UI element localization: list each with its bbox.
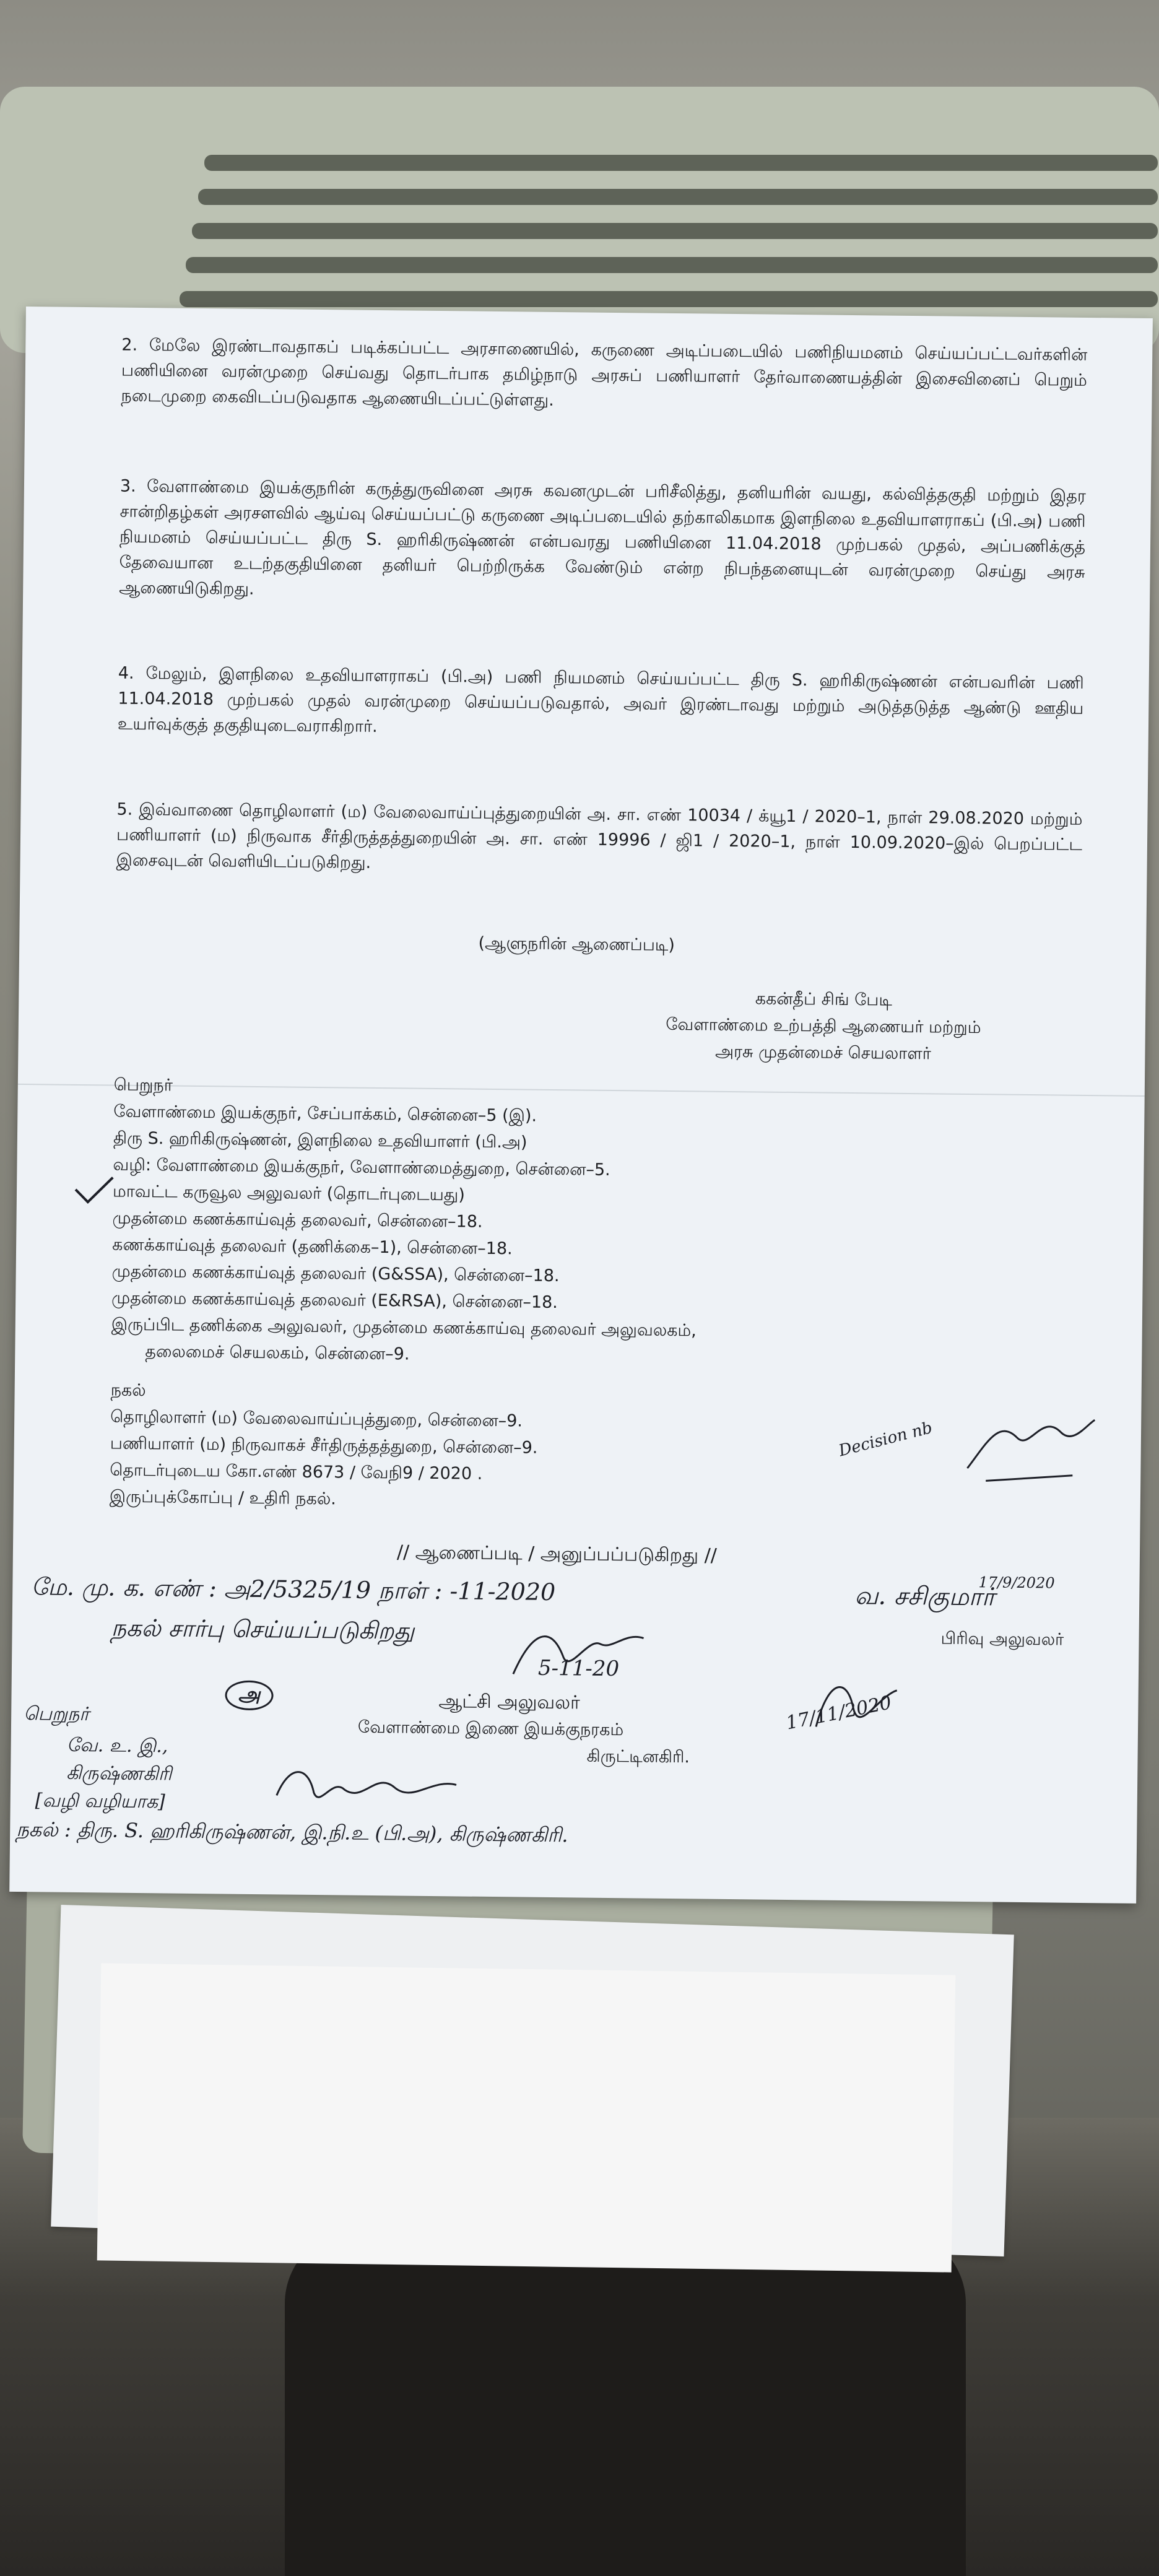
recipient-line: முதன்மை கணக்காய்வுத் தலைவர் (E&RSA), சென்னை–18. bbox=[111, 1288, 558, 1313]
office-name: வேளாண்மை இணை இயக்குநரகம் bbox=[357, 1717, 624, 1740]
signatory-title: அரசு முதன்மைச் செயலாளர் bbox=[714, 1042, 932, 1064]
recipient-line: வழி: வேளாண்மை இயக்குநர், வேளாண்மைத்துறை, சென்னை–5. bbox=[113, 1155, 610, 1180]
signatory-name: ககன்தீப் சிங் பேடி bbox=[755, 989, 893, 1010]
forwarded-line: // ஆணைப்படி / அனுப்பப்படுகிறது // bbox=[396, 1541, 718, 1567]
handwritten-date: 5-11-20 bbox=[537, 1655, 620, 1682]
underlying-paper bbox=[97, 1963, 956, 2272]
recipient-line: திரு S. ஹரிகிருஷ்ணன், இளநிலை உதவியாளர் (பி.அ) bbox=[113, 1128, 527, 1152]
signature-scribble bbox=[804, 1671, 903, 1746]
tray-vent bbox=[204, 155, 1158, 171]
tray-vent bbox=[198, 189, 1158, 205]
handwritten-date: 17/11/2020 bbox=[784, 1692, 893, 1734]
admin-officer-label: ஆட்சி அலுவலர் bbox=[438, 1690, 581, 1714]
signatory-title: வேளாண்மை உற்பத்தி ஆணையர் மற்றும் bbox=[666, 1014, 981, 1038]
office-place: கிருட்டினகிரி. bbox=[586, 1746, 690, 1767]
margin-note: Decision nb bbox=[836, 1418, 935, 1461]
recipient-line: முதன்மை கணக்காய்வுத் தலைவர் (G&SSA), சென்னை–18. bbox=[111, 1261, 560, 1286]
initials-scribble bbox=[271, 1758, 469, 1816]
tray-vent bbox=[192, 223, 1158, 239]
paragraph-3: 3. வேளாண்மை இயக்குநரின் கருத்துருவினை அரசு கவனமுடன் பரிசீலித்து, தனியரின் வயது, கல்வித்தகுதி மற்றும் இதர சான்றிதழ்கள் அரசளவில் ஆய்வு செய்யப்பட்டு கருணை அடிப்படையில் தற்காலிகமாக இளநிலை உதவியாளராகப் (பி.அ) பணி நியமனம் செய்யப்பட்ட திரு S. ஹரிகிருஷ்ணன் என்பவரது பணியினை 11.04.2018 முற்பகல் முதல், அப்பணிக்குத் தேவையான உடற்தகுதியினை தனியர் பெற்றிருக்க வேண்டும் என்ற நிபந்தனையுடன் வரன்முறை செய்து அரசு ஆணையிடுகிறது. bbox=[119, 476, 1087, 599]
signature-scribble bbox=[961, 1406, 1098, 1494]
copy-line: இருப்புக்கோப்பு / உதிரி நகல். bbox=[109, 1487, 336, 1509]
paragraph-4: 4. மேலும், இளநிலை உதவியாளராகப் (பி.அ) பணி நியமனம் செய்யப்பட்ட திரு S. ஹரிகிருஷ்ணன் என்பவரின் பணி 11.04.2018 முற்பகல் முதல் வரன்முறை செய்யப்படுவதால், அவர் இரண்டாவது மற்றும் அடுத்தடுத்த ஆண்டு ஊதிய உயர்வுக்குத் தகுதியுடைவராகிறார். bbox=[117, 663, 1084, 736]
paper-fold bbox=[18, 1084, 1145, 1097]
handwritten-receiver: வே. உ. இ., bbox=[66, 1734, 168, 1757]
signature-scribble bbox=[507, 1618, 650, 1694]
recipient-heading: பெறுநர் bbox=[113, 1075, 173, 1095]
handwritten-receiver: கிருஷ்ணகிரி bbox=[66, 1762, 172, 1785]
recipient-line: தலைமைச் செயலகம், சென்னை–9. bbox=[145, 1342, 410, 1364]
paragraph-2: 2. மேலே இரண்டாவதாகப் படிக்கப்பட்ட அரசாணையில், கருணை அடிப்படையில் பணிநியமனம் செய்யப்பட்டவர்களின் பணியினை வரன்முறை செய்வது தொடர்பாக தமிழ்நாடு அரசுப் பணியாளர் தேர்வாணையத்தின் இசைவினைப் பெறும் நடைமுறை கைவிடப்படுவதாக ஆணையிடப்பட்டுள்ளது. bbox=[121, 335, 1088, 410]
circled-mark: அ bbox=[225, 1680, 273, 1710]
copy-line: தொழிலாளர் (ம) வேலைவாய்ப்புத்துறை, சென்னை–9. bbox=[110, 1407, 523, 1431]
recipient-line: இருப்பிட தணிக்கை அலுவலர், முதன்மை கணக்காய்வு தலைவர் அலுவலகம், bbox=[111, 1315, 697, 1341]
signature-date: 17/9/2020 bbox=[978, 1573, 1055, 1592]
section-officer-signature: வ. சசிகுமார் bbox=[854, 1582, 995, 1612]
paragraph-5: 5. இவ்வாணை தொழிலாளர் (ம) வேலைவாய்ப்புத்துறையின் அ. சா. எண் 10034 / க்யூ1 / 2020–1, நாள் 29.08.2020 மற்றும் பணியாளர் (ம) நிருவாக சீர்திருத்தத்துறையின் அ. சா. எண் 19996 / ஜி1 / 2020–1, நாள் 10.09.2020–இல் பெறப்பட்ட இசைவுடன் வெளியிடப்படுகிறது. bbox=[116, 799, 1083, 872]
recipient-line: கணக்காய்வுத் தலைவர் (தணிக்கை–1), சென்னை–18. bbox=[111, 1235, 513, 1259]
recipient-line: முதன்மை கணக்காய்வுத் தலைவர், சென்னை–18. bbox=[112, 1208, 483, 1232]
copy-line: பணியாளர் (ம) நிருவாகச் சீர்திருத்தத்துறை, சென்னை–9. bbox=[110, 1434, 538, 1458]
trouser-leg bbox=[285, 2229, 966, 2576]
handwritten-receiver: பெறுநர் bbox=[24, 1703, 90, 1726]
handwritten-receiver: [வழி வழியாக] bbox=[35, 1790, 165, 1813]
order-line: (ஆளுநரின் ஆணைப்படி) bbox=[478, 933, 675, 955]
section-officer-label: பிரிவு அலுவலர் bbox=[940, 1629, 1064, 1650]
copy-heading: நகல் bbox=[110, 1380, 146, 1401]
recipient-line: மாவட்ட கருவூல அலுவலர் (தொடர்புடையது) bbox=[112, 1181, 465, 1205]
handwritten-copy-to: நகல் : திரு. S. ஹரிகிருஷ்ணன், இ.நி.உ (பி.அ), கிருஷ்ணகிரி. bbox=[16, 1817, 568, 1847]
handwritten-reference: மே. மு. க. எண் : அ2/5325/19 நாள் : -11-2020 bbox=[31, 1573, 556, 1606]
tray-vent bbox=[186, 257, 1158, 273]
recipient-line: வேளாண்மை இயக்குநர், சேப்பாக்கம், சென்னை–5 (இ). bbox=[113, 1102, 537, 1126]
government-order-page bbox=[9, 307, 1153, 1904]
tray-vent bbox=[180, 291, 1158, 307]
tick-mark bbox=[72, 1174, 116, 1206]
handwritten-copy-note: நகல் சார்பு செய்யப்படுகிறது bbox=[111, 1614, 415, 1645]
copy-line: தொடர்புடைய கோ.எண் 8673 / வேநி9 / 2020 . bbox=[110, 1460, 483, 1484]
